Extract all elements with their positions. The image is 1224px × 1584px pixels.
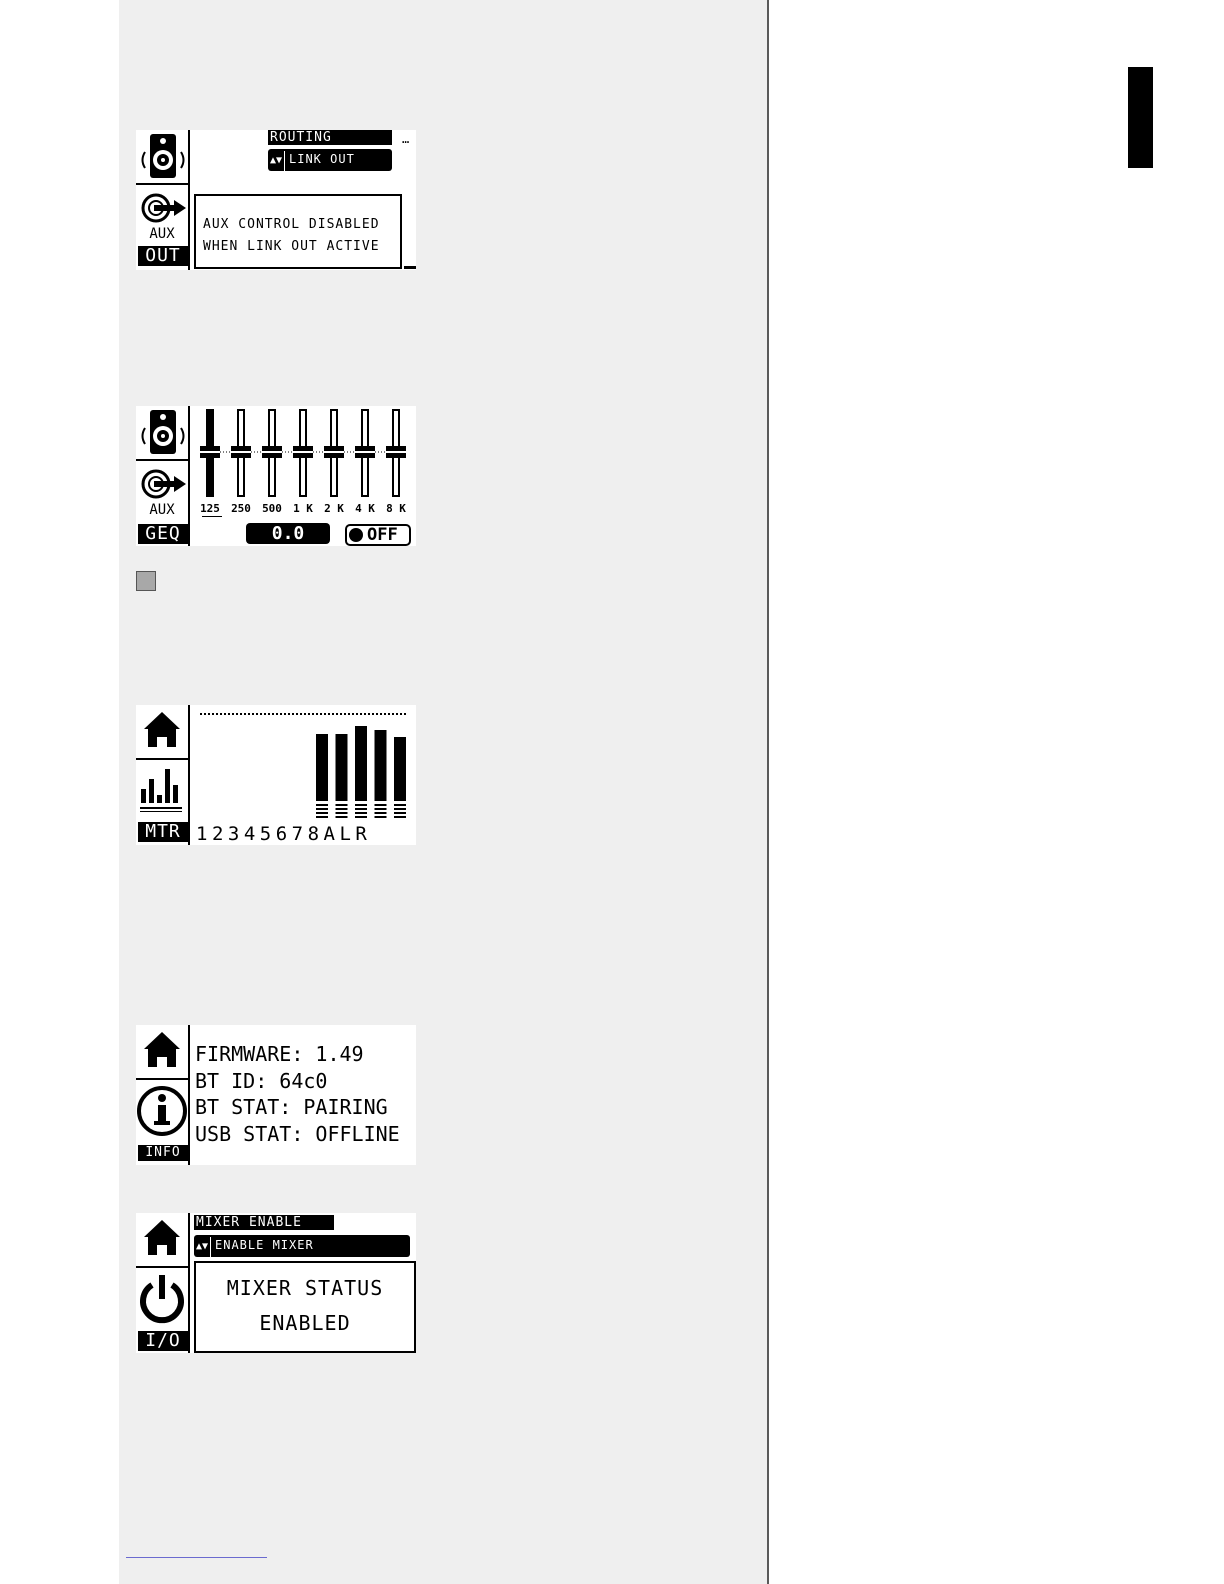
info-icon [136, 1083, 190, 1141]
selected-band-underline [202, 516, 222, 517]
bt-status-line: BT STAT: PAIRING [195, 1095, 388, 1119]
meter-ceiling-line [200, 713, 406, 715]
meter-floor-tick [336, 804, 348, 806]
fader-knob-notch [386, 451, 406, 453]
fader-knob-notch [293, 451, 313, 453]
band-frequency-label[interactable]: 250 [231, 502, 251, 515]
meter-floor-tick [316, 812, 328, 814]
meter-floor-tick [355, 816, 367, 818]
scroll-marker [404, 266, 416, 269]
footer-link-underline[interactable] [126, 1557, 267, 1558]
band-frequency-label[interactable]: 1 K [293, 502, 313, 515]
mixer-enable-title: MIXER ENABLE [194, 1215, 334, 1230]
up-down-arrows-icon: ▲▼ [268, 151, 285, 171]
band-frequency-label[interactable]: 2 K [324, 502, 344, 515]
screen-sidebar [136, 406, 190, 546]
meter-bar [336, 734, 348, 801]
usb-status-line: USB STAT: OFFLINE [195, 1121, 400, 1146]
band-frequency-label[interactable]: 500 [262, 502, 282, 515]
speaker-icon [136, 408, 190, 458]
meter-floor-tick [394, 808, 406, 810]
io-screen [136, 1213, 416, 1353]
fader-knob-notch [355, 451, 375, 453]
fader-knob-notch [262, 451, 282, 453]
meter-floor-tick [336, 808, 348, 810]
routing-selector-value: LINK OUT [289, 152, 355, 166]
power-icon [136, 1271, 190, 1329]
meter-floor-tick [316, 808, 328, 810]
fader-knob-notch [200, 451, 220, 453]
aux-label: AUX [149, 226, 175, 242]
fader-knob-notch [231, 451, 251, 453]
meter-screen [136, 705, 416, 845]
geq-fader-bank [192, 406, 416, 502]
ellipsis-indicator: … [402, 132, 410, 146]
screen-sidebar [136, 1025, 190, 1165]
band-frequency-label[interactable]: 4 K [355, 502, 375, 515]
toggle-label: OFF [367, 525, 398, 545]
screen-sidebar [136, 705, 190, 845]
home-icon [138, 1217, 188, 1261]
meter-floor-tick [394, 804, 406, 806]
mixer-selector-value: ENABLE MIXER [215, 1238, 314, 1252]
channel-labels: 12345678ALR [196, 823, 372, 845]
aux-output-icon [136, 190, 190, 230]
page-label-mtr: MTR [138, 822, 188, 842]
meter-floor-tick [375, 804, 387, 806]
band-frequency-label[interactable]: 125 [200, 502, 220, 515]
meter-bar [375, 730, 387, 801]
page-label-out: OUT [138, 246, 188, 266]
routing-selector[interactable] [268, 149, 392, 171]
aux-geq-screen [136, 406, 416, 546]
meter-floor-tick [336, 812, 348, 814]
meter-bars-icon [138, 765, 188, 815]
fader-knob-notch [324, 451, 344, 453]
home-icon [138, 1029, 188, 1073]
meter-floor-tick [355, 812, 367, 814]
meter-floor-tick [336, 816, 348, 818]
meter-bar [394, 737, 406, 801]
meter-floor-tick [316, 816, 328, 818]
message-line: WHEN LINK OUT ACTIVE [203, 239, 380, 254]
page-label-geq: GEQ [138, 524, 188, 544]
aux-label: AUX [149, 502, 175, 518]
page-label-io: I/O [138, 1331, 188, 1351]
routing-title: ROUTING [268, 130, 392, 145]
geq-enable-toggle[interactable] [345, 524, 411, 546]
info-readout [195, 1041, 400, 1147]
mixer-status-value: ENABLED [259, 1311, 351, 1335]
gray-note-marker [136, 571, 156, 591]
mixer-status-label: MIXER STATUS [226, 1276, 384, 1300]
aux-output-icon [136, 466, 190, 506]
meter-floor-tick [375, 816, 387, 818]
bt-id-line: BT ID: 64c0 [195, 1068, 328, 1093]
meter-bar [316, 734, 328, 801]
page-label-info: INFO [138, 1145, 188, 1161]
mixer-enable-selector[interactable] [194, 1235, 410, 1257]
up-down-arrows-icon: ▲▼ [194, 1237, 211, 1257]
meter-floor-tick [355, 808, 367, 810]
message-line: AUX CONTROL DISABLED [203, 217, 380, 232]
meter-floor-tick [316, 804, 328, 806]
geq-gain-value[interactable]: 0.0 [246, 523, 330, 544]
meter-bar [355, 726, 367, 801]
info-screen [136, 1025, 416, 1165]
firmware-line: FIRMWARE: 1.49 [195, 1042, 364, 1066]
meter-floor-tick [375, 808, 387, 810]
home-icon [138, 709, 188, 753]
meter-bars [192, 717, 416, 821]
meter-floor-tick [355, 804, 367, 806]
aux-out-screen [136, 130, 416, 270]
band-frequency-label[interactable]: 8 K [386, 502, 406, 515]
toggle-dot-icon [349, 528, 363, 542]
speaker-icon [136, 132, 190, 182]
screen-sidebar [136, 130, 190, 270]
section-tab-marker [1128, 67, 1153, 168]
meter-floor-tick [394, 812, 406, 814]
screen-sidebar [136, 1213, 190, 1353]
mixer-status-box [194, 1261, 416, 1353]
column-divider [767, 0, 769, 1584]
aux-disabled-message [194, 194, 402, 269]
meter-floor-tick [375, 812, 387, 814]
meter-floor-tick [394, 816, 406, 818]
